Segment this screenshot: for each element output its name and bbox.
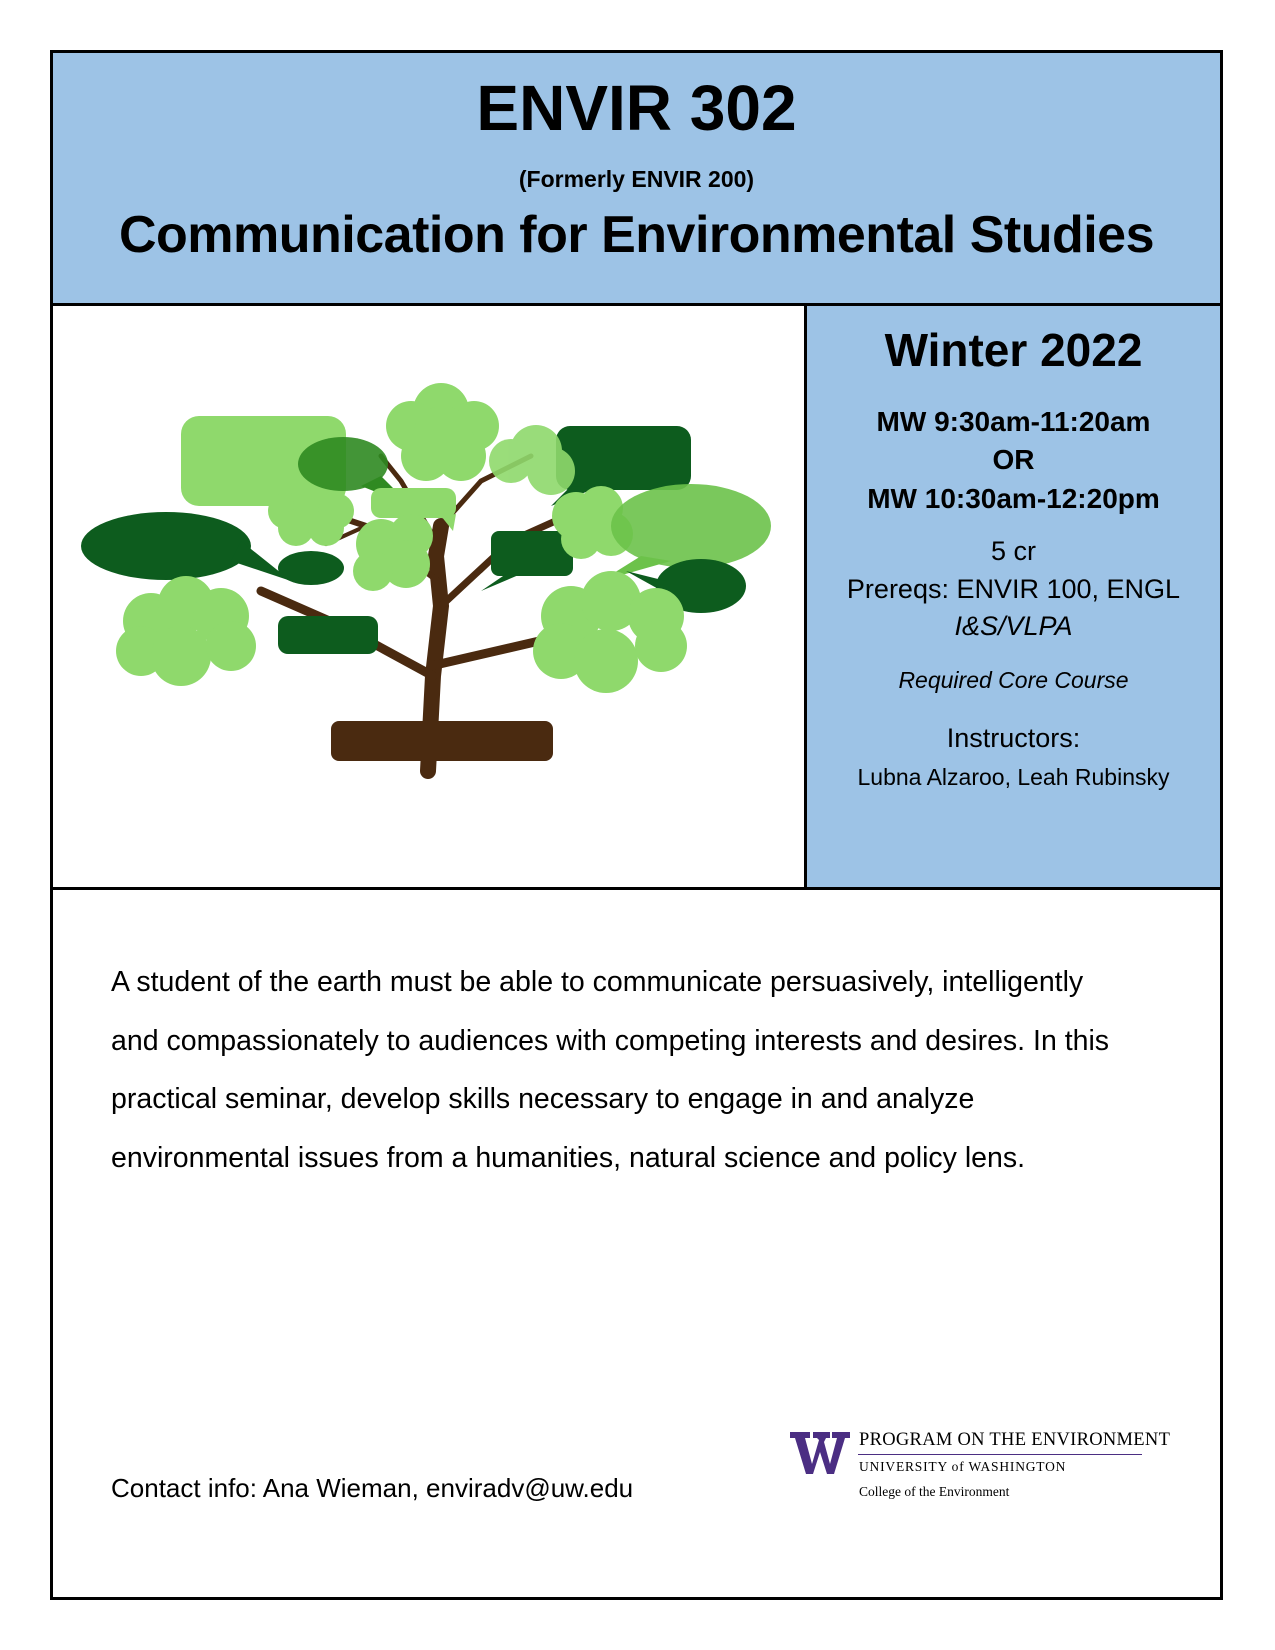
description-line: and compassionately to audiences with competing interests and desires. In this (111, 1024, 1110, 1057)
logo-university: UNIVERSITY of WASHINGTON (859, 1459, 1067, 1474)
prereqs: Prereqs: ENVIR 100, ENGL (846, 574, 1181, 604)
header-banner (53, 53, 1220, 306)
schedule-or: OR (992, 444, 1035, 475)
description-line: A student of the earth must be able to communicate persuasively, intelligently (111, 966, 1084, 998)
gen-ed: I&S/VLPA (954, 611, 1073, 641)
logo-program-name: PROGRAM ON THE ENVIRONMENT (859, 1430, 1171, 1450)
instructors-label: Instructors: (946, 723, 1081, 753)
required-core: Required Core Course (898, 667, 1129, 693)
course-title: Communication for Environmental Studies (118, 206, 1155, 264)
uw-w-logo-icon (790, 1430, 850, 1476)
course-code: ENVIR 302 (476, 72, 797, 144)
logo-college: College of the Environment (859, 1484, 1010, 1499)
uw-program-logo (790, 1428, 1170, 1503)
formerly-note: (Formerly ENVIR 200) (518, 166, 755, 192)
term: Winter 2022 (884, 324, 1143, 376)
section-divider (53, 887, 1220, 890)
credits: 5 cr (990, 536, 1036, 566)
instructors-names: Lubna Alzaroo, Leah Rubinsky (857, 764, 1170, 790)
description-line: environmental issues from a humanities, natural science and policy lens. (111, 1141, 1026, 1174)
logo-rule (858, 1454, 1142, 1455)
illustration-panel (53, 306, 804, 887)
course-description (111, 953, 1171, 1187)
contact-info: Contact info: Ana Wieman, enviradv@uw.edu (111, 1473, 634, 1503)
description-line: practical seminar, develop skills necessary to engage in and analyze (111, 1083, 975, 1115)
schedule-option-2: MW 10:30am-12:20pm (867, 483, 1160, 514)
course-info-panel (804, 306, 1220, 887)
flyer-frame (50, 50, 1223, 1600)
schedule-option-1: MW 9:30am-11:20am (876, 406, 1151, 437)
speech-bubble-tree-icon (81, 376, 771, 808)
